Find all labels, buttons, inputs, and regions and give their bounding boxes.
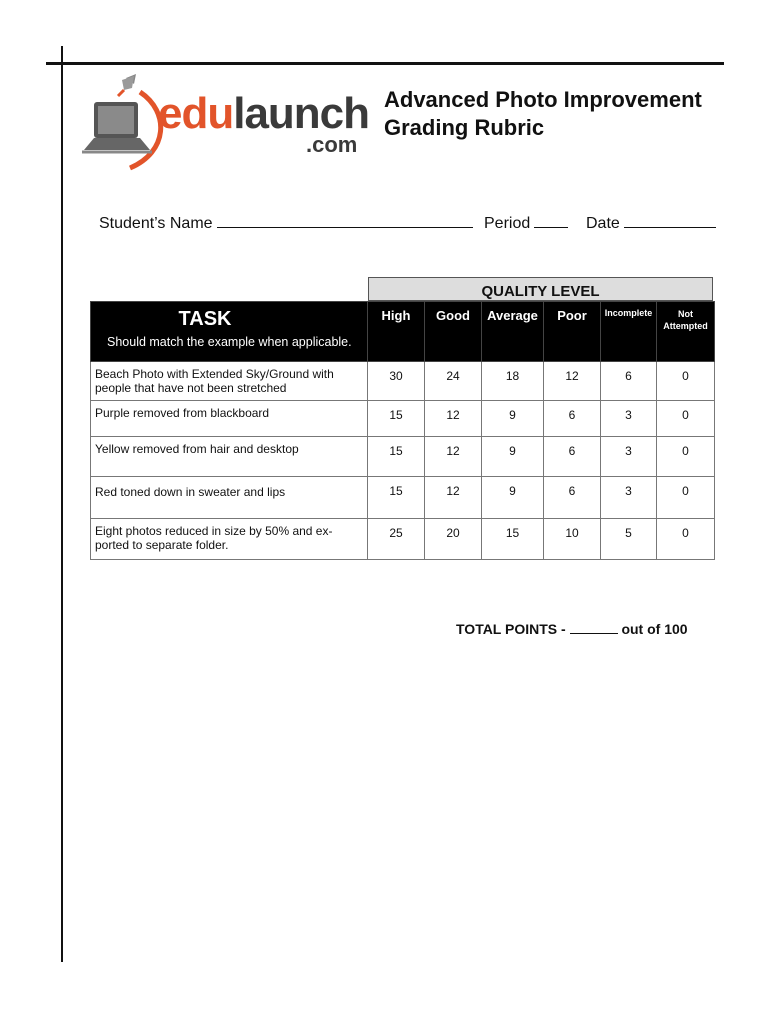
points-cell[interactable]: 3 (601, 477, 657, 519)
table-row (91, 477, 715, 519)
points-cell[interactable]: 25 (368, 519, 425, 560)
points-cell[interactable]: 12 (544, 362, 601, 401)
left-border-line (61, 46, 63, 962)
task-cell: Yellow removed from hair and desktop (91, 437, 368, 477)
points-cell[interactable]: 20 (425, 519, 482, 560)
task-header-cell (91, 302, 368, 362)
table-row (91, 362, 715, 401)
task-cell: Red toned down in sweater and lips (91, 477, 368, 519)
points-cell[interactable]: 0 (657, 519, 715, 560)
page-title (384, 86, 702, 142)
points-cell[interactable]: 9 (482, 401, 544, 437)
logo-dotcom: .com (306, 132, 358, 157)
points-cell[interactable]: 9 (482, 437, 544, 477)
period-blank[interactable] (534, 212, 568, 228)
task-subheader: Should match the example when applicable. (107, 335, 352, 349)
date-field[interactable] (586, 212, 716, 233)
points-cell[interactable]: 12 (425, 401, 482, 437)
points-cell[interactable]: 30 (368, 362, 425, 401)
table-row (91, 519, 715, 560)
points-cell[interactable]: 3 (601, 401, 657, 437)
level-header-incomplete: Incomplete (601, 302, 657, 362)
total-points-suffix: out of 100 (621, 621, 688, 637)
points-cell[interactable]: 15 (368, 477, 425, 519)
period-label: Period (484, 215, 531, 232)
date-label: Date (586, 215, 620, 232)
points-cell[interactable]: 0 (657, 477, 715, 519)
rubric-table (90, 301, 715, 560)
total-points-blank[interactable] (570, 620, 618, 634)
table-header-row (91, 302, 715, 362)
student-name-label: Student’s Name (99, 215, 213, 232)
task-header: TASK (178, 308, 232, 330)
edulaunch-logo (80, 72, 370, 176)
table-row (91, 401, 715, 437)
points-cell[interactable]: 6 (544, 477, 601, 519)
quality-level-header: QUALITY LEVEL (368, 277, 713, 301)
points-cell[interactable]: 0 (657, 437, 715, 477)
table-row (91, 437, 715, 477)
level-header-not-attempted: Not Attempted (657, 302, 715, 362)
points-cell[interactable]: 0 (657, 362, 715, 401)
level-header-poor: Poor (544, 302, 601, 362)
task-cell: Purple removed from blackboard (91, 401, 368, 437)
title-line-1: Advanced Photo Improvement (384, 87, 702, 112)
points-cell[interactable]: 3 (601, 437, 657, 477)
period-field[interactable] (484, 212, 568, 233)
points-cell[interactable]: 15 (368, 437, 425, 477)
student-name-blank[interactable] (217, 212, 473, 228)
points-cell[interactable]: 24 (425, 362, 482, 401)
points-cell[interactable]: 15 (368, 401, 425, 437)
task-cell: Eight photos reduced in size by 50% and ex-ported to separate folder. (91, 519, 368, 560)
points-cell[interactable]: 12 (425, 437, 482, 477)
points-cell[interactable]: 9 (482, 477, 544, 519)
level-header-high: High (368, 302, 425, 362)
points-cell[interactable]: 18 (482, 362, 544, 401)
total-points (456, 620, 688, 637)
title-line-2: Grading Rubric (384, 115, 545, 140)
points-cell[interactable]: 0 (657, 401, 715, 437)
logo-wordmark: edulaunch (158, 89, 370, 138)
level-header-good: Good (425, 302, 482, 362)
points-cell[interactable]: 5 (601, 519, 657, 560)
date-blank[interactable] (624, 212, 716, 228)
level-header-average: Average (482, 302, 544, 362)
total-points-label: TOTAL POINTS - (456, 621, 566, 637)
task-cell: Beach Photo with Extended Sky/Ground with people that have not been stretched (91, 362, 368, 401)
points-cell[interactable]: 15 (482, 519, 544, 560)
points-cell[interactable]: 6 (544, 437, 601, 477)
points-cell[interactable]: 12 (425, 477, 482, 519)
student-name-field[interactable] (99, 212, 473, 233)
points-cell[interactable]: 10 (544, 519, 601, 560)
points-cell[interactable]: 6 (544, 401, 601, 437)
laptop-rocket-icon (80, 72, 170, 176)
points-cell[interactable]: 6 (601, 362, 657, 401)
top-border-line (46, 62, 724, 65)
